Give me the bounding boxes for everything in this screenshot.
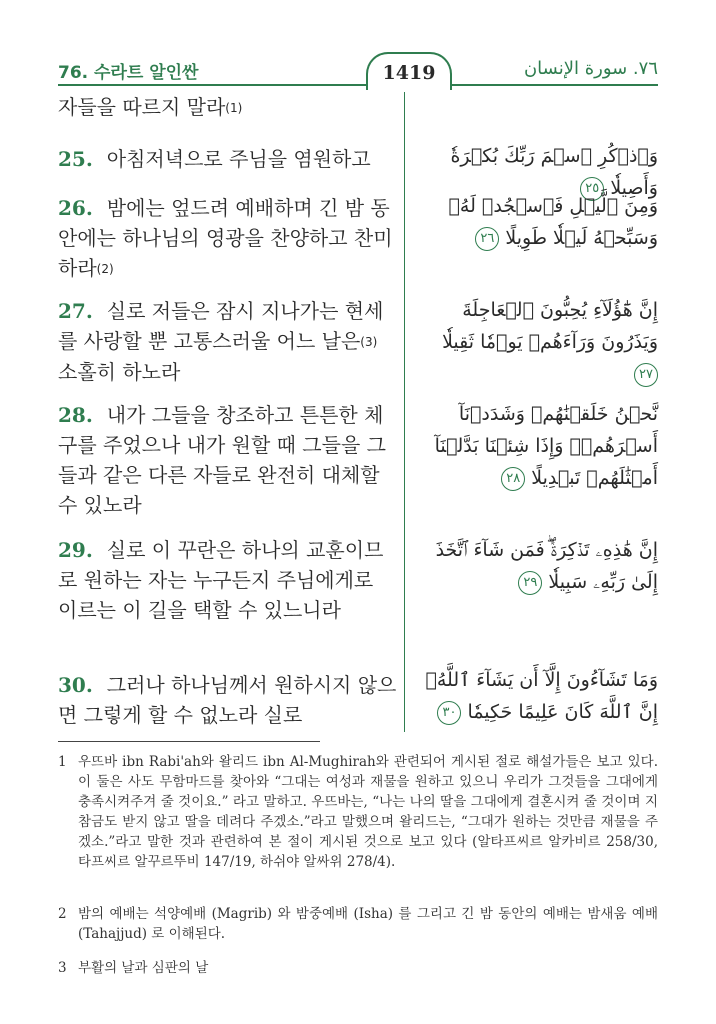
verse-number: 26. [58, 196, 93, 220]
ayah-end-marker-icon: ٢٦ [475, 227, 499, 251]
surah-title-korean: 76. 수라트 알인싼 [58, 63, 199, 83]
footnote-text: 우뜨바 ibn Rabi'ah와 왈리드 ibn Al-Mughirah와 관련되어 게시된 절로 해설가들은 보고 있다. 이 둘은 사도 무함마드를 찾아와 “그대는 여성과 재물을 원하고 있으니 우리가 그것들을 그대에게 충족시켜주겨 줄 것이요.” 라고 말하고. 우뜨바는, “나는 나의 딸을 그대에게 결혼시켜 줄 것이며 지참금도 받지 않고 딸을 데려다 주겠소.”라고 말했으며 왈리드는, “그대가 원하는 것만큼 재물을 주겠소.”라고 말한 것과 관련하여 본 절이 게시된 것으로 보고 있다 (알타프씨르 알카비르 258/30, 타프씨르 알꾸르뚜비 147/19, 하쉬야 알싸위 278/4). [78, 754, 658, 870]
ayah-end-marker-icon: ٢٧ [634, 363, 658, 387]
ayah-end-marker-icon: ٢٩ [518, 571, 542, 595]
korean-verse-28: 28. 내가 그들을 창조하고 튼튼한 체구를 주었으나 내가 원할 때 그들을 그들과 같은 다른 자들로 완전히 대체할 수 있노라 [58, 403, 386, 517]
page-number: 1419 [366, 52, 452, 90]
korean-verse-25: 25. 아침저녁으로 주님을 염원하고 [58, 147, 371, 171]
footnote-text: 밤의 예배는 석양예배 (Magrib) 와 밤중예배 (Isha) 를 그리고 긴 밤 동안의 예배는 밤새움 예배 (Tahajjud) 로 이해된다. [78, 906, 658, 942]
footnote-3 [58, 958, 658, 978]
verse-number: 28. [58, 403, 93, 427]
verse-number: 27. [58, 299, 93, 323]
verse-number: 29. [58, 538, 93, 562]
ayah-end-marker-icon: ٢٨ [501, 467, 525, 491]
korean-verse-continuation: 자들을 따르지 말라(1) [58, 95, 243, 119]
footnote-rule [58, 741, 320, 742]
korean-verse-26: 26. 밤에는 엎드려 예배하며 긴 밤 동안에는 하나님의 영광을 찬양하고 찬미하라(2) [58, 196, 393, 280]
header-rule [58, 84, 658, 86]
ayah-end-marker-icon: ٢٥ [580, 177, 604, 201]
korean-verse-29: 29. 실로 이 꾸란은 하나의 교훈이므로 원하는 자는 누구든지 주님에게로 이르는 이 길을 택할 수 있느니라 [58, 538, 384, 622]
page-header [0, 0, 716, 92]
footnote-text: 부활의 날과 심판의 날 [78, 960, 209, 976]
footnote-number: 3 [58, 960, 67, 976]
column-divider [404, 92, 405, 732]
korean-verse-27: 27. 실로 저들은 잠시 지나가는 현세를 사랑할 뿐 고통스러울 어느 날은(3) 소홀히 하노라 [58, 299, 384, 384]
arabic-verse-29: إِنَّ هَٰذِهِۦ تَذۡكِرَةٞۖ فَمَن شَآءَ ٱتَّخَذَ إِلَىٰ رَبِّهِۦ سَبِيلٗا ٢٩ [435, 539, 658, 593]
arabic-verse-30: وَمَا تَشَآءُونَ إِلَّآ أَن يَشَآءَ ٱللَّهُۚ إِنَّ ٱللَّهَ كَانَ عَلِيمًا حَكِيمٗا ٣٠ [425, 669, 658, 723]
footnote-ref: (3) [360, 335, 378, 349]
footnote-number: 2 [58, 906, 67, 922]
arabic-verse-28: نَّحۡنُ خَلَقۡنَٰهُمۡ وَشَدَدۡنَآ أَسۡرَهُمۡۖ وَإِذَا شِئۡنَا بَدَّلۡنَآ أَمۡثَٰلَهُمۡ تَبۡدِيلًا ٢٨ [434, 403, 658, 489]
arabic-verse-26: وَمِنَ ٱلَّيۡلِ فَٱسۡجُدۡ لَهُۥ وَسَبِّحۡهُ لَيۡلٗا طَوِيلًا ٢٦ [448, 195, 658, 249]
footnote-number: 1 [58, 754, 67, 770]
verse-number: 30. [58, 673, 93, 697]
verse-number: 25. [58, 147, 93, 171]
korean-verse-30: 30. 그러나 하나님께서 원하시지 않으면 그렇게 할 수 없노라 실로 [58, 673, 397, 727]
surah-title-arabic: ٧٦. سورة الإنسان [523, 58, 658, 79]
footnote-1 [58, 752, 658, 872]
footnote-ref: (1) [225, 101, 243, 115]
arabic-verse-27: إِنَّ هَٰٓؤُلَآءِ يُحِبُّونَ ٱلۡعَاجِلَةَ وَيَذَرُونَ وَرَآءَهُمۡ يَوۡمٗا ثَقِيلٗا ٢٧ [418, 294, 658, 390]
ayah-end-marker-icon: ٣٠ [437, 701, 461, 725]
footnote-ref: (2) [96, 262, 114, 276]
footnote-2 [58, 904, 658, 944]
arabic-verse-25: وَٱذۡكُرِ ٱسۡمَ رَبِّكَ بُكۡرَةٗ وَأَصِيلٗا ٢٥ [450, 145, 658, 199]
